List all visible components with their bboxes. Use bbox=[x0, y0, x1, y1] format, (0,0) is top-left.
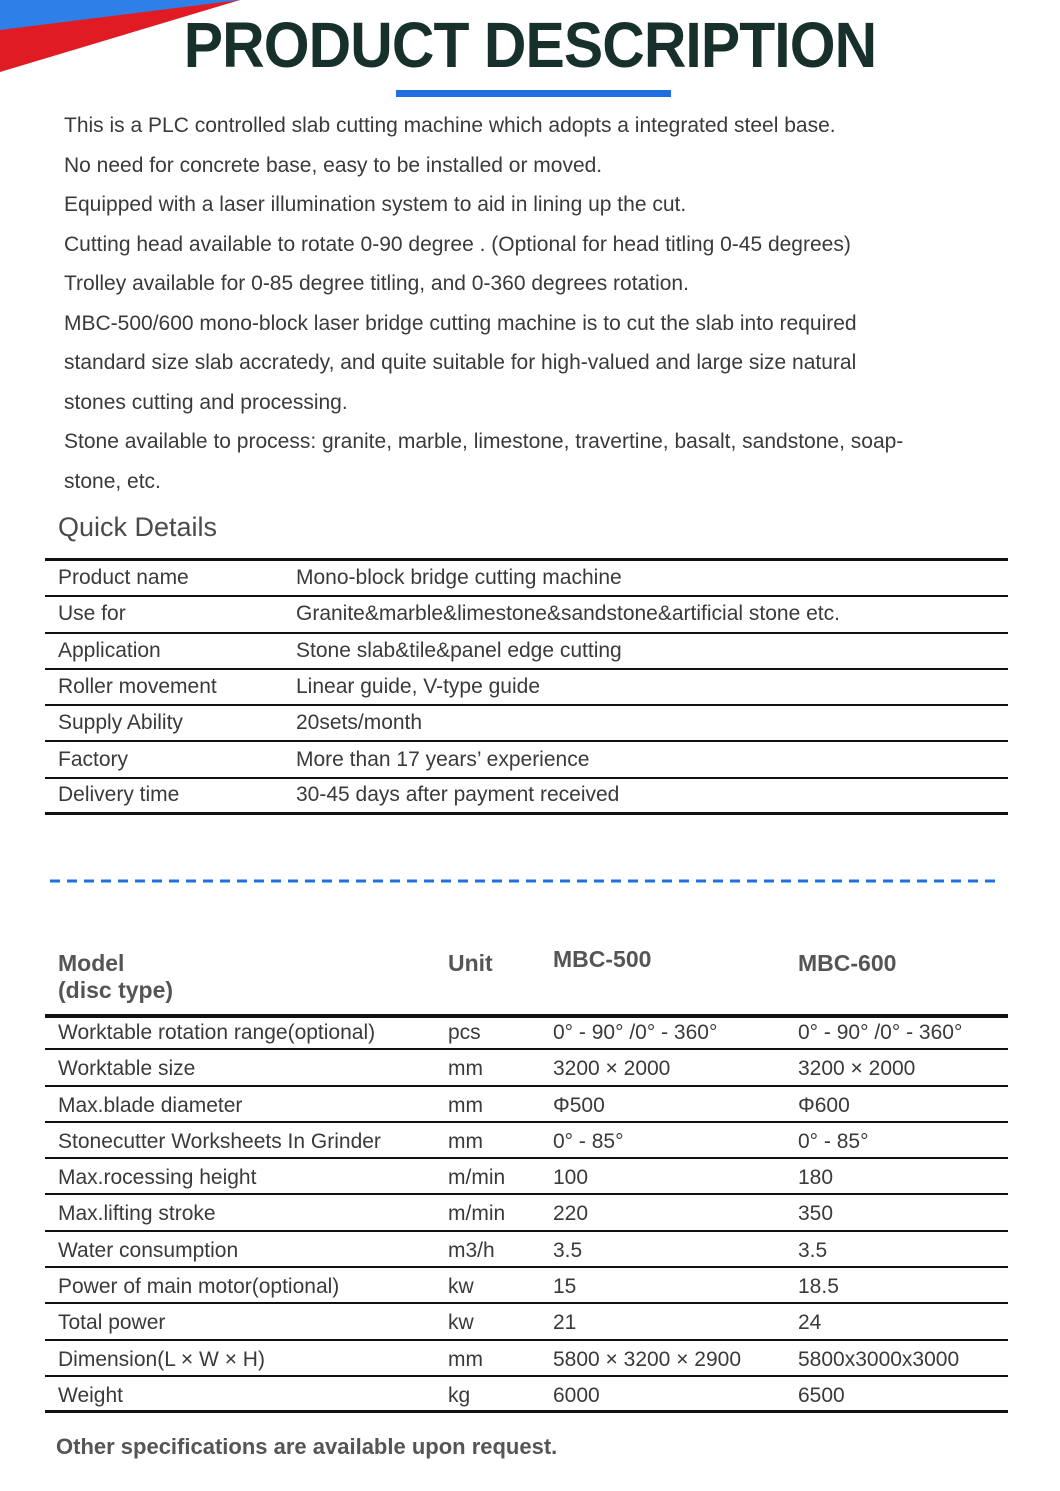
detail-value: Stone slab&tile&panel edge cutting bbox=[296, 638, 622, 662]
model-header-label: Model bbox=[58, 950, 125, 976]
page-title: PRODUCT DESCRIPTION bbox=[183, 9, 877, 81]
table-row bbox=[45, 1014, 1008, 1050]
detail-value: 30-45 days after payment received bbox=[296, 783, 620, 807]
spec-name: Total power bbox=[58, 1311, 166, 1335]
detail-label: Roller movement bbox=[58, 675, 217, 699]
detail-label: Delivery time bbox=[58, 783, 180, 807]
spec-mbc600: 5800x3000x3000 bbox=[798, 1347, 960, 1371]
quick-details-heading: Quick Details bbox=[58, 512, 218, 542]
quick-details-table bbox=[45, 558, 1008, 815]
spec-unit: pcs bbox=[448, 1021, 481, 1044]
detail-label: Supply Ability bbox=[58, 711, 183, 735]
spec-mbc500: 6000 bbox=[553, 1383, 600, 1407]
table-row bbox=[45, 779, 1008, 815]
table-row bbox=[45, 634, 1008, 670]
table-row bbox=[45, 1268, 1008, 1304]
spec-name: Weight bbox=[58, 1383, 123, 1407]
spec-name: Max.lifting stroke bbox=[58, 1202, 216, 1226]
spec-unit: mm bbox=[448, 1093, 483, 1117]
table-row bbox=[45, 706, 1008, 742]
spec-mbc600: 24 bbox=[798, 1311, 822, 1335]
spec-name: Worktable rotation range(optional) bbox=[58, 1021, 376, 1044]
model-header-sub: (disc type) bbox=[58, 977, 174, 1003]
spec-name: Dimension(L × W × H) bbox=[58, 1347, 265, 1371]
title-underline bbox=[396, 90, 671, 97]
table-row bbox=[45, 1341, 1008, 1377]
description-line: stone, etc. bbox=[64, 469, 161, 493]
description bbox=[64, 106, 1014, 501]
detail-label: Application bbox=[58, 638, 161, 662]
spec-unit: m/min bbox=[448, 1202, 506, 1226]
section-divider bbox=[50, 879, 1000, 883]
spec-mbc500: 100 bbox=[553, 1166, 589, 1190]
table-row bbox=[45, 1087, 1008, 1123]
spec-table-header bbox=[45, 942, 1008, 1018]
spec-unit: m/min bbox=[448, 1166, 506, 1190]
table-row bbox=[45, 1377, 1008, 1413]
spec-name: Worktable size bbox=[58, 1057, 196, 1081]
spec-mbc600: 3200 × 2000 bbox=[798, 1057, 916, 1081]
spec-name: Stonecutter Worksheets In Grinder bbox=[58, 1129, 381, 1153]
description-line: stones cutting and processing. bbox=[64, 390, 348, 414]
spec-mbc500: 3200 × 2000 bbox=[553, 1057, 671, 1081]
spec-mbc600: 0° - 85° bbox=[798, 1129, 869, 1153]
spec-unit: kw bbox=[448, 1311, 474, 1335]
detail-label: Use for bbox=[58, 602, 126, 626]
mbc600-header: MBC-600 bbox=[798, 950, 897, 976]
spec-mbc500: 15 bbox=[553, 1275, 577, 1299]
spec-mbc500: 5800 × 3200 × 2900 bbox=[553, 1347, 742, 1371]
spec-table bbox=[45, 1014, 1008, 1413]
description-line: No need for concrete base, easy to be installed or moved. bbox=[64, 153, 603, 177]
footnote: Other specifications are available upon request. bbox=[56, 1434, 558, 1459]
table-row bbox=[45, 1123, 1008, 1159]
detail-value: Granite&marble&limestone&sandstone&artificial stone etc. bbox=[296, 602, 840, 626]
spec-mbc600: 18.5 bbox=[798, 1275, 839, 1299]
spec-unit: kg bbox=[448, 1383, 471, 1407]
description-line: This is a PLC controlled slab cutting machine which adopts a integrated steel base. bbox=[64, 114, 836, 137]
detail-value: Linear guide, V-type guide bbox=[296, 675, 541, 699]
table-row bbox=[45, 1159, 1008, 1195]
description-line: Cutting head available to rotate 0-90 degree . (Optional for head titling 0-45 degrees) bbox=[64, 232, 851, 256]
spec-mbc600: 6500 bbox=[798, 1383, 845, 1407]
table-row bbox=[45, 742, 1008, 778]
spec-unit: mm bbox=[448, 1057, 483, 1081]
table-row bbox=[45, 670, 1008, 706]
description-line: Equipped with a laser illumination system to aid in lining up the cut. bbox=[64, 193, 687, 216]
detail-label: Factory bbox=[58, 747, 129, 771]
spec-mbc600: 0° - 90° /0° - 360° bbox=[798, 1021, 963, 1044]
table-row bbox=[45, 561, 1008, 597]
detail-value: More than 17 years’ experience bbox=[296, 747, 590, 771]
spec-unit: mm bbox=[448, 1347, 483, 1371]
description-line: Trolley available for 0-85 degree titling, and 0-360 degrees rotation. bbox=[64, 272, 689, 295]
spec-mbc600: Φ600 bbox=[798, 1093, 850, 1117]
table-row bbox=[45, 1050, 1008, 1086]
detail-value: 20sets/month bbox=[296, 711, 423, 735]
table-row bbox=[45, 1232, 1008, 1268]
spec-name: Power of main motor(optional) bbox=[58, 1275, 340, 1299]
spec-mbc600: 350 bbox=[798, 1202, 834, 1226]
description-line: Stone available to process: granite, marble, limestone, travertine, basalt, sandstone, soap- bbox=[64, 430, 904, 453]
spec-mbc600: 3.5 bbox=[798, 1238, 828, 1262]
spec-mbc500: 0° - 85° bbox=[553, 1129, 624, 1153]
spec-name: Max.blade diameter bbox=[58, 1093, 243, 1117]
description-line: standard size slab accratedy, and quite suitable for high-valued and large size natural bbox=[64, 351, 857, 374]
detail-value: Mono-block bridge cutting machine bbox=[296, 566, 622, 590]
spec-mbc500: 220 bbox=[553, 1202, 589, 1226]
spec-mbc600: 180 bbox=[798, 1166, 834, 1190]
spec-unit: mm bbox=[448, 1129, 483, 1153]
mbc500-header: MBC-500 bbox=[553, 946, 652, 972]
spec-unit: m3/h bbox=[448, 1238, 495, 1262]
unit-header: Unit bbox=[448, 950, 493, 976]
spec-unit: kw bbox=[448, 1275, 474, 1299]
spec-mbc500: 3.5 bbox=[553, 1238, 583, 1262]
table-row bbox=[45, 1304, 1008, 1340]
spec-mbc500: Φ500 bbox=[553, 1093, 605, 1117]
spec-name: Max.rocessing height bbox=[58, 1166, 257, 1190]
table-row bbox=[45, 597, 1008, 633]
description-line: MBC-500/600 mono-block laser bridge cutting machine is to cut the slab into required bbox=[64, 311, 857, 335]
spec-name: Water consumption bbox=[58, 1238, 239, 1262]
spec-mbc500: 0° - 90° /0° - 360° bbox=[553, 1021, 718, 1044]
spec-mbc500: 21 bbox=[553, 1311, 577, 1335]
model-header bbox=[58, 950, 173, 1004]
table-row bbox=[45, 1195, 1008, 1231]
detail-label: Product name bbox=[58, 566, 189, 590]
